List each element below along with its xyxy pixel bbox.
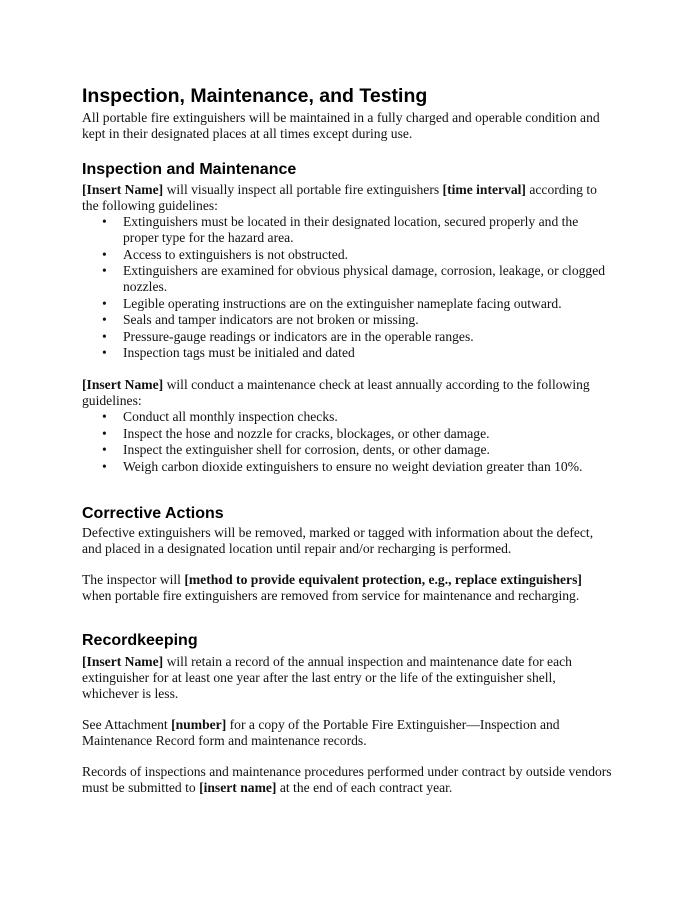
number-placeholder: [number] (171, 717, 227, 732)
paragraph-line: whichever is less. (82, 686, 179, 701)
list-item: Inspect the hose and nozzle for cracks, blockages, or other damage. (123, 426, 490, 441)
paragraph-line: when portable fire extinguishers are removed from service for maintenance and recharging. (82, 588, 580, 603)
paragraph-line: must be submitted to [insert name] at the end of each contract year. (82, 780, 453, 795)
list-item: Extinguishers are examined for obvious physical damage, corrosion, leakage, or clogged (123, 263, 606, 278)
paragraph-line: and placed in a designated location until repair and/or recharging is performed. (82, 541, 512, 556)
insert-name-placeholder: [Insert Name] (82, 654, 164, 669)
section-heading-inspection-maintenance: Inspection and Maintenance (82, 161, 297, 178)
section-heading-corrective-actions: Corrective Actions (82, 505, 224, 522)
paragraph-line: Defective extinguishers will be removed, marked or tagged with information about the defect, (82, 525, 594, 540)
insert-name-placeholder: [Insert Name] (82, 377, 164, 392)
list-item: Weigh carbon dioxide extinguishers to ensure no weight deviation greater than 10%. (123, 459, 583, 474)
bullet-icon: • (102, 409, 107, 424)
method-placeholder: [method to provide equivalent protection, e.g., replace extinguishers] (184, 572, 582, 587)
list-item-continuation: nozzles. (123, 279, 168, 294)
paragraph-line: extinguisher for at least one year after the last entry or the life of the extinguisher shell, (82, 670, 556, 685)
bullet-icon: • (102, 442, 107, 457)
bullet-icon: • (102, 214, 107, 229)
insert-name-placeholder: [insert name] (199, 780, 277, 795)
bullet-icon: • (102, 263, 107, 278)
paragraph-line: [Insert Name] will visually inspect all portable fire extinguishers [time interval] according to (82, 182, 597, 197)
section-heading-recordkeeping: Recordkeeping (82, 632, 198, 649)
list-item: Legible operating instructions are on the extinguisher nameplate facing outward. (123, 296, 562, 311)
bullet-icon: • (102, 345, 107, 360)
paragraph-line: guidelines: (82, 393, 142, 408)
list-item: Conduct all monthly inspection checks. (123, 409, 338, 424)
paragraph-line: Maintenance Record form and maintenance records. (82, 733, 367, 748)
list-item: Inspect the extinguisher shell for corrosion, dents, or other damage. (123, 442, 490, 457)
paragraph-line: The inspector will [method to provide equivalent protection, e.g., replace extinguishers] (82, 572, 582, 587)
document-title: Inspection, Maintenance, and Testing (82, 85, 428, 107)
paragraph-line: the following guidelines: (82, 198, 218, 213)
bullet-icon: • (102, 459, 107, 474)
insert-name-placeholder: [Insert Name] (82, 182, 164, 197)
time-interval-placeholder: [time interval] (442, 182, 526, 197)
list-item: Extinguishers must be located in their designated location, secured properly and the (123, 214, 579, 229)
bullet-icon: • (102, 329, 107, 344)
list-item: Pressure-gauge readings or indicators are in the operable ranges. (123, 329, 474, 344)
list-item-continuation: proper type for the hazard area. (123, 230, 294, 245)
bullet-icon: • (102, 426, 107, 441)
bullet-icon: • (102, 247, 107, 262)
bullet-icon: • (102, 296, 107, 311)
intro-line-1: All portable fire extinguishers will be maintained in a fully charged and operable condition and (82, 110, 600, 125)
paragraph-line: [Insert Name] will conduct a maintenance check at least annually according to the following (82, 377, 590, 392)
bullet-icon: • (102, 312, 107, 327)
paragraph-line: See Attachment [number] for a copy of the Portable Fire Extinguisher—Inspection and (82, 717, 560, 732)
paragraph-line: Records of inspections and maintenance procedures performed under contract by outside vendors (82, 764, 612, 779)
list-item: Access to extinguishers is not obstructed. (123, 247, 349, 262)
paragraph-line: [Insert Name] will retain a record of the annual inspection and maintenance date for each (82, 654, 572, 669)
list-item: Inspection tags must be initialed and dated (123, 345, 355, 360)
list-item: Seals and tamper indicators are not broken or missing. (123, 312, 419, 327)
intro-line-2: kept in their designated places at all times except during use. (82, 126, 413, 141)
